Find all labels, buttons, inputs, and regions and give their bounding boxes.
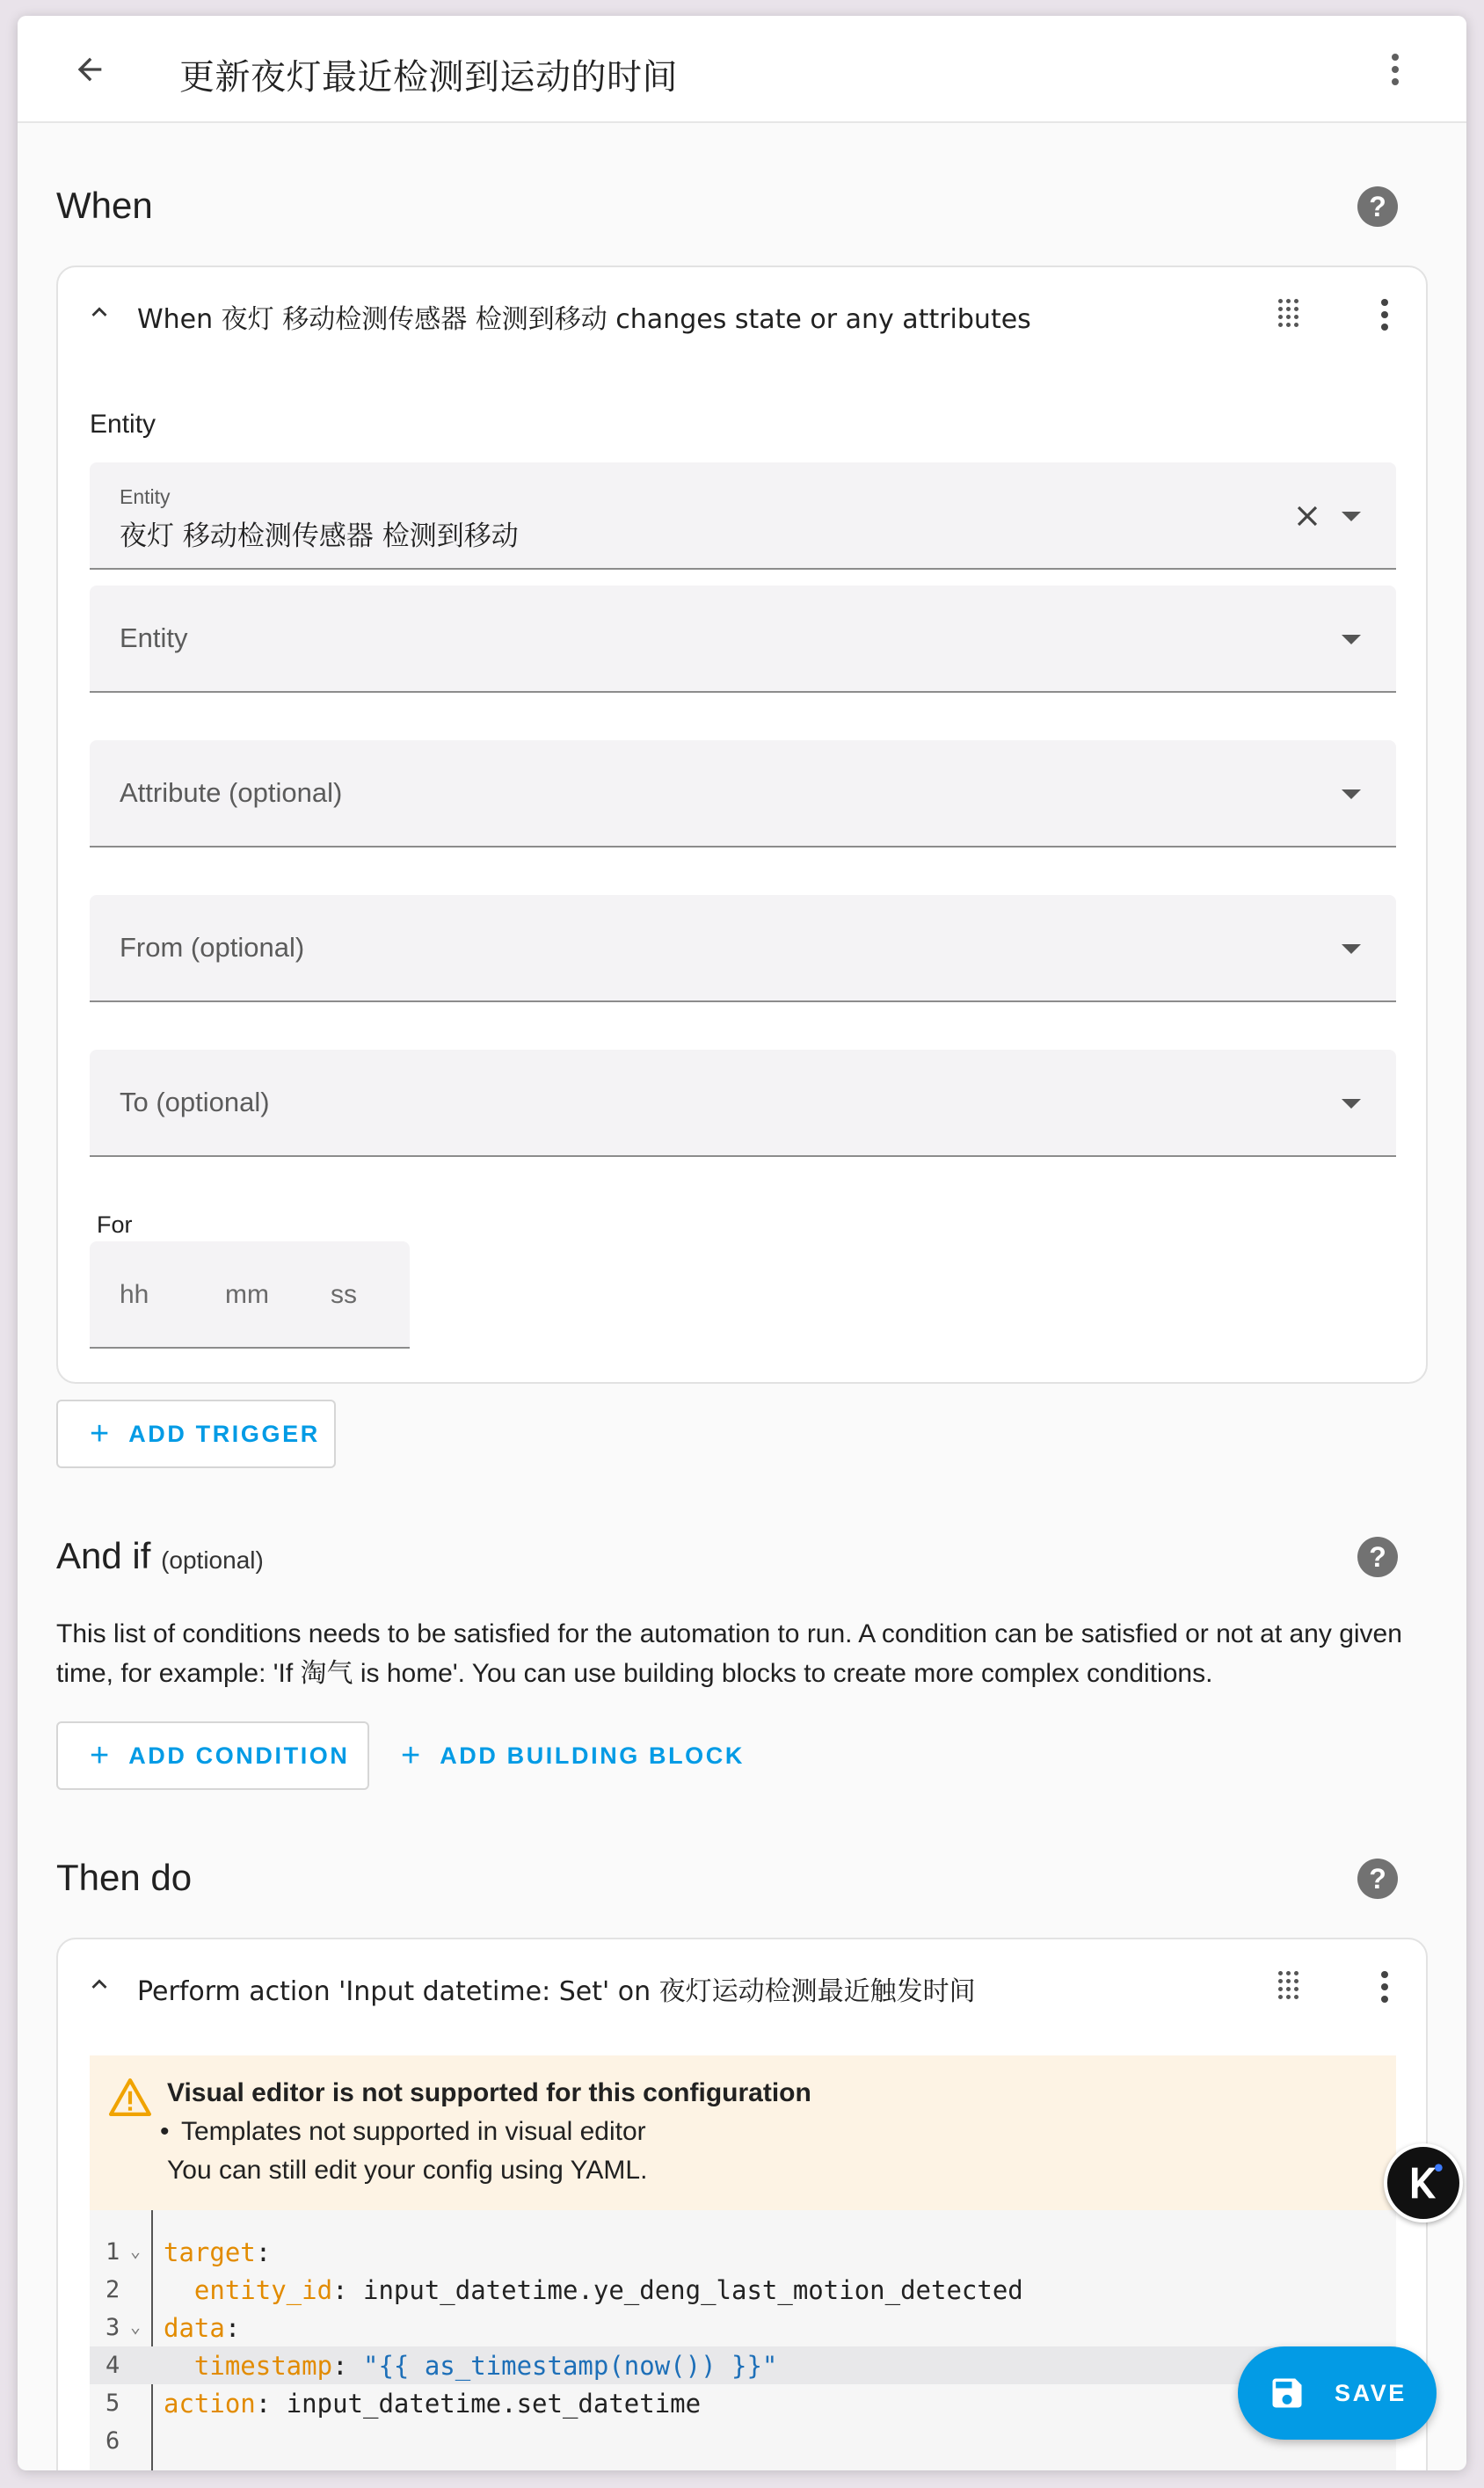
add-trigger-label: ADD TRIGGER — [128, 1420, 320, 1447]
save-icon — [1268, 2374, 1306, 2412]
yaml-key: timestamp — [193, 2351, 333, 2381]
code-line: 5 action: input_datetime.set_datetime — [105, 2389, 702, 2419]
warning-icon — [107, 2077, 153, 2117]
entity-picker-filled[interactable] — [90, 462, 1396, 570]
clear-icon[interactable] — [1291, 499, 1324, 533]
yaml-key: action — [164, 2389, 256, 2419]
automation-editor-window — [18, 16, 1466, 2470]
yaml-key: data — [164, 2313, 225, 2343]
line-number: 1 — [105, 2238, 120, 2266]
attribute-picker[interactable] — [90, 740, 1396, 848]
visual-editor-warning — [90, 2055, 1396, 2210]
code-line: 1 ⌄ target: — [105, 2237, 272, 2267]
entity-placeholder: Entity — [120, 622, 188, 653]
entity-field-label: Entity — [120, 485, 171, 508]
back-button[interactable] — [63, 43, 116, 96]
drag-handle-icon[interactable] — [1273, 297, 1305, 329]
yaml-value: input_datetime.set_datetime — [286, 2389, 702, 2419]
top-app-bar — [18, 16, 1466, 123]
chevron-down-icon — [1342, 944, 1361, 954]
yaml-value: input_datetime.ye_deng_last_motion_detected — [362, 2275, 1023, 2305]
trigger-card-header[interactable] — [58, 267, 1426, 359]
chevron-down-icon — [1342, 1099, 1361, 1109]
code-line: 3 ⌄ data: — [105, 2313, 241, 2343]
trigger-menu-button[interactable] — [1363, 288, 1407, 341]
trigger-card — [56, 266, 1428, 1384]
overflow-menu-button[interactable] — [1373, 43, 1417, 96]
plus-icon: + — [90, 1737, 110, 1774]
save-button[interactable] — [1238, 2346, 1437, 2440]
seconds-input[interactable]: ss — [331, 1280, 357, 1309]
from-state-picker[interactable] — [90, 895, 1396, 1002]
and-if-section-title — [56, 1535, 264, 1577]
minutes-input[interactable]: mm — [225, 1280, 269, 1309]
plus-icon: + — [401, 1737, 421, 1774]
conditions-description: This list of conditions needs to be satisfied for the automation to run. A condition can be satisfied or not at any given time, for example: 'If 淘气 is home'. You can use building blocks to create more complex conditions. — [56, 1619, 1402, 1688]
page-title: 更新夜灯最近检测到运动的时间 — [179, 57, 678, 98]
fold-chevron-icon[interactable]: ⌄ — [130, 2240, 142, 2261]
duration-input — [90, 1241, 410, 1349]
add-condition-button[interactable] — [56, 1721, 369, 1790]
chevron-up-icon[interactable] — [79, 1964, 120, 2004]
chevron-down-icon — [1342, 789, 1361, 799]
chevron-up-icon[interactable] — [79, 292, 120, 332]
to-placeholder: To (optional) — [120, 1087, 270, 1117]
code-line — [90, 2422, 1396, 2460]
add-building-block-label: ADD BUILDING BLOCK — [440, 1742, 745, 1769]
drag-handle-icon[interactable] — [1273, 1969, 1305, 2001]
for-label: For — [97, 1211, 133, 1238]
line-number: 6 — [105, 2427, 120, 2455]
code-line: 2 entity_id: input_datetime.ye_deng_last_motion_detected — [105, 2275, 1023, 2305]
line-number: 2 — [105, 2276, 120, 2303]
action-menu-button[interactable] — [1363, 1961, 1407, 2013]
entity-picker-empty[interactable] — [90, 586, 1396, 693]
action-card-header[interactable] — [58, 1939, 1426, 2031]
entity-section-label: Entity — [90, 410, 156, 439]
more-vertical-icon — [1381, 299, 1388, 306]
line-number: 5 — [105, 2390, 120, 2417]
and-if-title: And if — [56, 1535, 151, 1576]
warning-title: Visual editor is not supported for this configuration — [167, 2078, 811, 2107]
chevron-down-icon — [1342, 635, 1361, 644]
line-number: 4 — [105, 2352, 120, 2379]
more-vertical-icon — [1392, 54, 1399, 61]
optional-tag: (optional) — [161, 1546, 264, 1574]
fold-chevron-icon[interactable]: ⌄ — [130, 2316, 142, 2337]
add-condition-label: ADD CONDITION — [128, 1742, 350, 1769]
trigger-title: When 夜灯 移动检测传感器 检测到移动 changes state or any attributes — [137, 304, 1031, 335]
chevron-down-icon — [1342, 512, 1361, 521]
yaml-string: "{{ as_timestamp(now()) }}" — [362, 2351, 778, 2381]
action-card — [56, 1938, 1428, 2470]
entity-field-value: 夜灯 移动检测传感器 检测到移动 — [120, 520, 519, 552]
help-icon[interactable]: ? — [1357, 1859, 1398, 1899]
to-state-picker[interactable] — [90, 1050, 1396, 1157]
when-section-title: When — [56, 185, 153, 226]
more-vertical-icon — [1381, 1971, 1388, 1978]
yaml-key: entity_id — [193, 2275, 333, 2305]
add-trigger-button[interactable] — [56, 1400, 336, 1468]
warning-bullet: • Templates not supported in visual editor — [181, 2117, 646, 2147]
then-do-section-title: Then do — [56, 1857, 193, 1898]
yaml-code-editor[interactable] — [90, 2210, 1396, 2470]
help-icon[interactable]: ? — [1357, 1537, 1398, 1577]
warning-text: You can still edit your config using YAML. — [167, 2156, 648, 2185]
help-icon[interactable]: ? — [1357, 186, 1398, 227]
hours-input[interactable]: hh — [120, 1280, 149, 1309]
code-line-active: 4 timestamp: "{{ as_timestamp(now()) }}" — [90, 2346, 1396, 2384]
k-logo-icon — [1400, 2160, 1446, 2206]
line-number: 3 — [105, 2314, 120, 2341]
plus-icon: + — [90, 1415, 110, 1452]
floating-assistant-button[interactable] — [1384, 2143, 1463, 2222]
arrow-left-icon — [72, 52, 107, 87]
save-label: SAVE — [1335, 2379, 1407, 2406]
yaml-key: target — [164, 2237, 256, 2267]
attribute-placeholder: Attribute (optional) — [120, 777, 343, 808]
action-title: Perform action 'Input datetime: Set' on 夜灯运动检测最近触发时间 — [137, 1976, 976, 2007]
add-building-block-button[interactable] — [401, 1721, 745, 1790]
from-placeholder: From (optional) — [120, 932, 305, 963]
